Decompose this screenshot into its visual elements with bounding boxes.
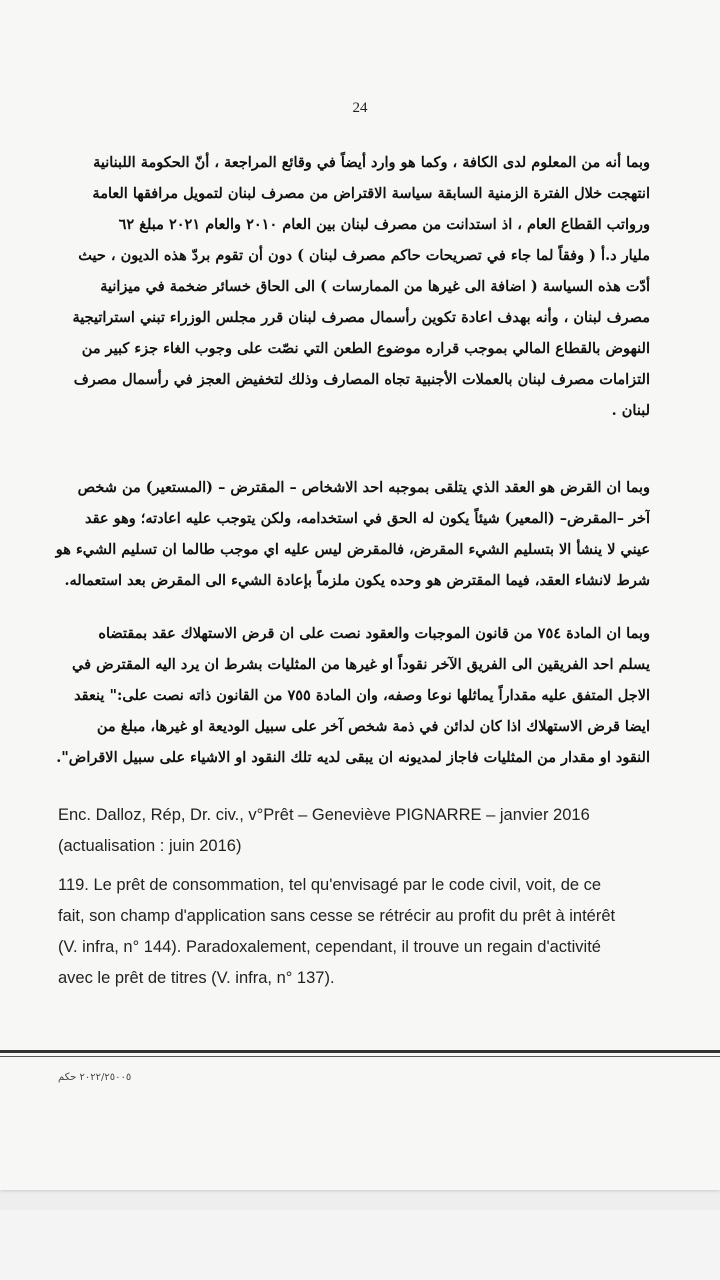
footer-reference: ٢٠٢٢/٢٥٠٠٥ حكم <box>58 1072 132 1083</box>
french-citation <box>58 800 658 862</box>
text-line: لبنان . <box>611 402 650 419</box>
text-line: (actualisation : juin 2016) <box>58 837 242 855</box>
text-line: التزامات مصرف لبنان بالعملات الأجنبية تجاه المصارف وذلك لتخفيض العجز في رأسمال مصرف <box>73 371 650 388</box>
text-line: انتهجت خلال الفترة الزمنية السابقة سياسة الاقتراض من مصرف لبنان لتمويل مرافقها العامة <box>92 185 650 202</box>
text-line: النهوض بالقطاع المالي بموجب قراره موضوع الطعن التي نصّت على وجوب الغاء جزء كبير من <box>81 340 650 357</box>
text-line: Enc. Dalloz, Rép, Dr. civ., v°Prêt – Geneviève PIGNARRE – janvier 2016 <box>58 806 590 824</box>
arabic-paragraph-1 <box>50 147 650 426</box>
text-line: avec le prêt de titres (V. infra, n° 137). <box>58 969 335 987</box>
text-line: الاجل المتفق عليه مقداراً يماثلها نوعا وصفه، وان المادة ٧٥٥ من القانون ذاته نصت على:" ينعقد <box>74 687 650 704</box>
arabic-paragraph-2 <box>50 472 650 596</box>
text-line: ورواتب القطاع العام ، اذ استدانت من مصرف لبنان بين العام ٢٠١٠ والعام ٢٠٢١ مبلغ ٦٢ <box>118 216 650 233</box>
text-line: يسلم احد الفريقين الى الفريق الآخر نقوداً او غيرها من المثليات بشرط ان يرد اليه المقترض في <box>72 656 650 673</box>
footer-divider-thick <box>0 1050 720 1053</box>
text-line: النقود او مقدار من المثليات فاجاز لمديونه ان يبقى لديه تلك النقود او الاشياء على سبيل الاقراض". <box>56 749 650 766</box>
footer-divider-thin <box>0 1056 720 1057</box>
page-number: 24 <box>352 100 368 116</box>
text-line: وبما ان المادة ٧٥٤ من قانون الموجبات والعقود نصت على ان قرض الاستهلاك عقد بمقتضاه <box>98 625 650 642</box>
next-page-edge <box>0 1210 720 1280</box>
text-line: (V. infra, n° 144). Paradoxalement, cependant, il trouve un regain d'activité <box>58 938 601 956</box>
text-line: وبما أنه من المعلوم لدى الكافة ، وكما هو وارد أيضاً في وقائع المراجعة ، أنّ الحكومة اللبنانية <box>93 154 650 171</box>
text-line: شرط لانشاء العقد، فيما المقترض هو وحده يكون ملزماً بإعادة الشيء الى المقرض بعد استعماله. <box>64 572 650 589</box>
text-line: آخر –المقرض– (المعير) شيئاً يكون له الحق في استخدامه، ولكن يتوجب عليه اعادته؛ وهو عقد <box>84 510 650 527</box>
french-paragraph <box>58 870 658 994</box>
text-line: مليار د.أ ( وفقاً لما جاء في تصريحات حاكم مصرف لبنان ) دون أن تقوم بردّ هذه الديون ، حيث <box>78 247 650 264</box>
text-line: أدّت هذه السياسة ( اضافة الى غيرها من الممارسات ) الى الحاق خسائر ضخمة في ميزانية <box>100 278 650 295</box>
text-line: fait, son champ d'application sans cesse se rétrécir au profit du prêt à intérêt <box>58 907 616 925</box>
arabic-paragraph-3 <box>50 618 650 773</box>
text-line: ايضا قرض الاستهلاك اذا كان لدائن في ذمة شخص آخر على سبيل الوديعة او غيرها، مبلغ من <box>96 718 650 735</box>
text-line: عيني لا ينشأ الا بتسليم الشيء المقرض، فالمقرض ليس عليه اي موجب طالما ان تسليم الشيء هو <box>55 541 650 558</box>
text-line: 119. Le prêt de consommation, tel qu'envisagé par le code civil, voit, de ce <box>58 876 602 894</box>
text-line: مصرف لبنان ، وأنه بهدف اعادة تكوين رأسمال مصرف لبنان قرر مجلس الوزراء تبني استراتيجية <box>72 309 650 326</box>
text-line: وبما ان القرض هو العقد الذي يتلقى بموجبه احد الاشخاص – المقترض – (المستعير) من شخص <box>77 479 650 496</box>
